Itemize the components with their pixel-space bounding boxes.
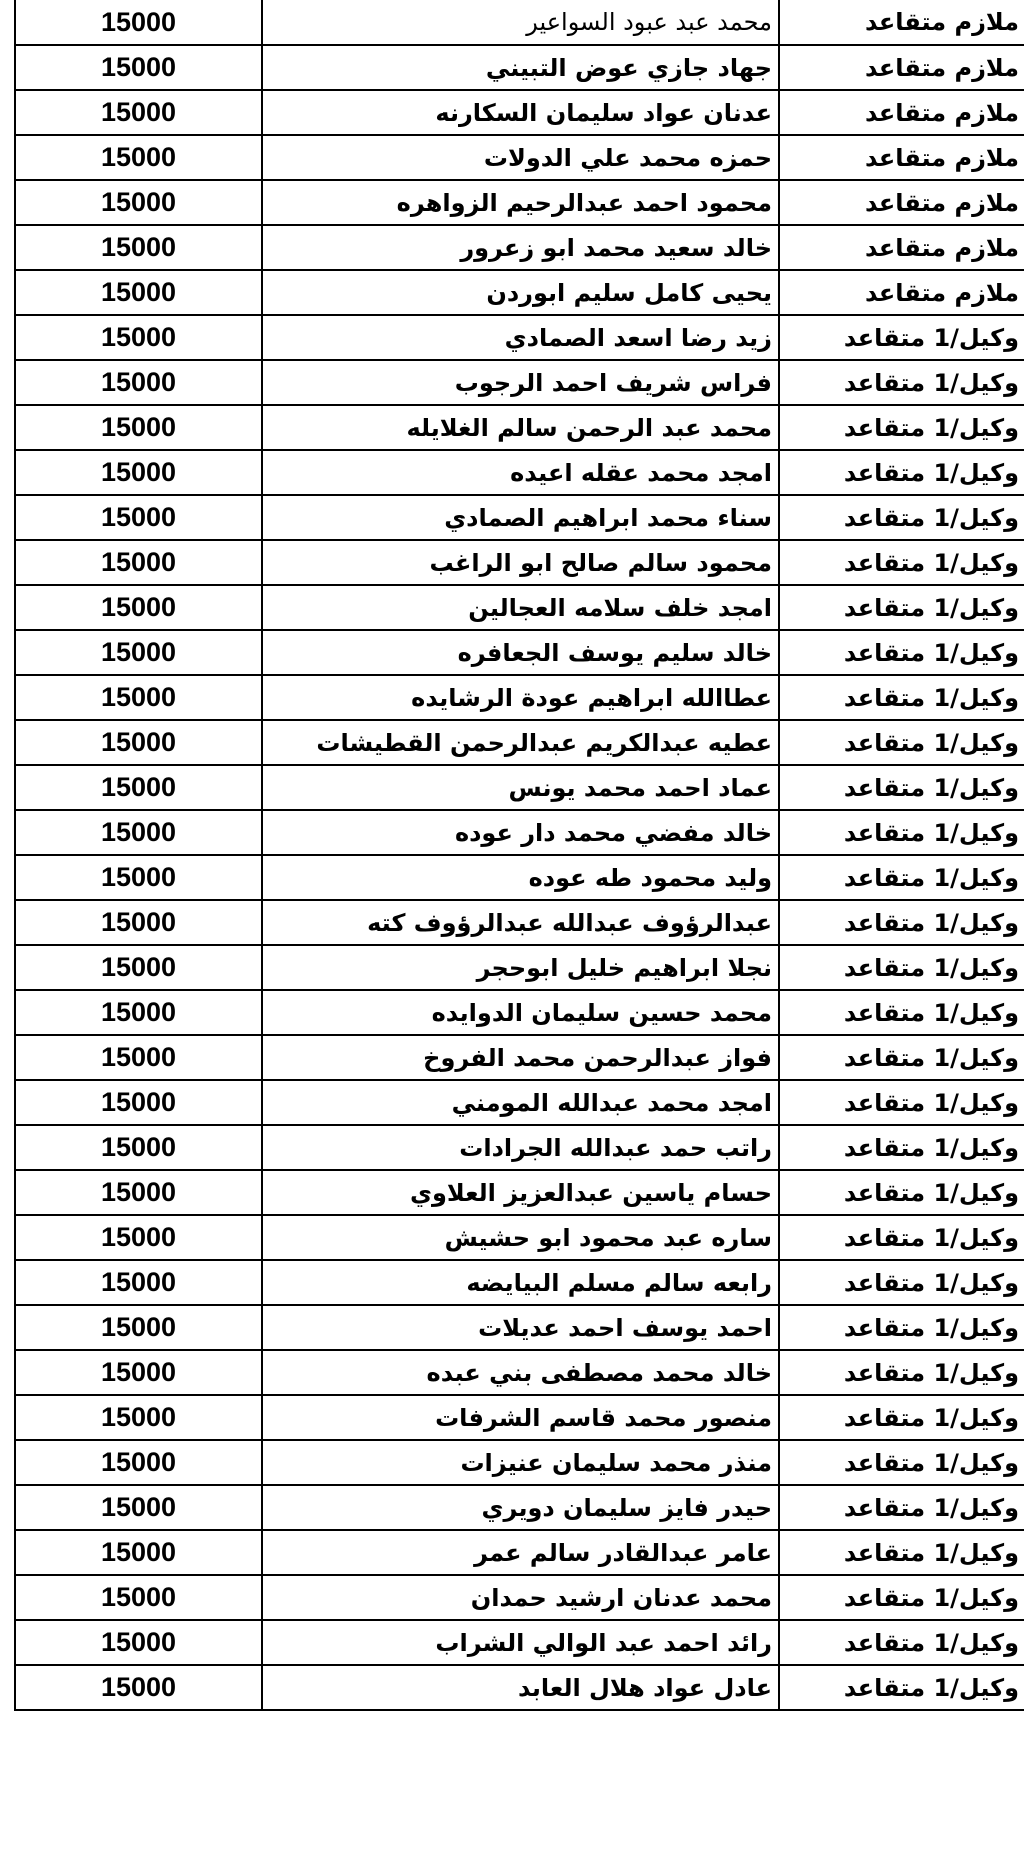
rank-cell: وكيل/1 متقاعد [779,720,1024,765]
rank-cell: وكيل/1 متقاعد [779,855,1024,900]
amount-cell: 15000 [15,495,262,540]
amount-cell: 15000 [15,1440,262,1485]
amount-cell: 15000 [15,90,262,135]
amount-cell: 15000 [15,1080,262,1125]
rank-cell: وكيل/1 متقاعد [779,585,1024,630]
table-row [15,1440,1024,1485]
rank-cell: وكيل/1 متقاعد [779,405,1024,450]
table-row [15,1575,1024,1620]
name-cell: يحيى كامل سليم ابوردن [262,270,779,315]
name-cell: رابعه سالم مسلم البيايضه [262,1260,779,1305]
amount-cell: 15000 [15,315,262,360]
name-cell: رائد احمد عبد الوالي الشراب [262,1620,779,1665]
name-cell: عبدالرؤوف عبدالله عبدالرؤوف كته [262,900,779,945]
rank-cell: وكيل/1 متقاعد [779,900,1024,945]
table-row [15,405,1024,450]
name-cell: امجد محمد عبدالله المومني [262,1080,779,1125]
rank-cell: ملازم متقاعد [779,180,1024,225]
amount-cell: 15000 [15,1305,262,1350]
amount-cell: 15000 [15,225,262,270]
table-row [15,1080,1024,1125]
amount-cell: 15000 [15,1350,262,1395]
rank-cell: وكيل/1 متقاعد [779,495,1024,540]
amount-cell: 15000 [15,135,262,180]
table-row [15,1530,1024,1575]
amount-cell: 15000 [15,1215,262,1260]
table-row [15,1170,1024,1215]
amount-cell: 15000 [15,900,262,945]
amount-cell: 15000 [15,0,262,45]
amount-cell: 15000 [15,1665,262,1710]
name-cell: منذر محمد سليمان عنيزات [262,1440,779,1485]
rank-cell: وكيل/1 متقاعد [779,1575,1024,1620]
name-cell: احمد يوسف احمد عديلات [262,1305,779,1350]
table-row [15,450,1024,495]
amount-cell: 15000 [15,1530,262,1575]
amount-cell: 15000 [15,765,262,810]
amount-cell: 15000 [15,1125,262,1170]
name-cell: محمود سالم صالح ابو الراغب [262,540,779,585]
name-cell: جهاد جازي عوض التبيني [262,45,779,90]
table-row [15,315,1024,360]
name-cell: امجد خلف سلامه العجالين [262,585,779,630]
name-cell: سناء محمد ابراهيم الصمادي [262,495,779,540]
name-cell: وليد محمود طه عوده [262,855,779,900]
name-cell: عادل عواد هلال العابد [262,1665,779,1710]
rank-cell: وكيل/1 متقاعد [779,1485,1024,1530]
amount-cell: 15000 [15,1485,262,1530]
amount-cell: 15000 [15,945,262,990]
name-cell: حمزه محمد علي الدولات [262,135,779,180]
rank-cell: وكيل/1 متقاعد [779,1215,1024,1260]
amount-cell: 15000 [15,990,262,1035]
amount-cell: 15000 [15,675,262,720]
rank-cell: وكيل/1 متقاعد [779,630,1024,675]
table-row [15,630,1024,675]
name-cell: خالد سليم يوسف الجعافره [262,630,779,675]
table-row [15,1485,1024,1530]
table-row [15,540,1024,585]
table-row [15,180,1024,225]
rank-cell: وكيل/1 متقاعد [779,1035,1024,1080]
rank-cell: وكيل/1 متقاعد [779,315,1024,360]
rank-cell: وكيل/1 متقاعد [779,1125,1024,1170]
amount-cell: 15000 [15,1170,262,1215]
rank-cell: وكيل/1 متقاعد [779,810,1024,855]
table-row [15,1260,1024,1305]
table-row [15,1035,1024,1080]
amount-cell: 15000 [15,1575,262,1620]
amount-cell: 15000 [15,630,262,675]
amount-cell: 15000 [15,360,262,405]
table-row [15,720,1024,765]
table-row [15,495,1024,540]
name-cell: حيدر فايز سليمان دويري [262,1485,779,1530]
rank-cell: ملازم متقاعد [779,225,1024,270]
name-cell: محمد عبد الرحمن سالم الغلايله [262,405,779,450]
rank-cell: ملازم متقاعد [779,45,1024,90]
table-row [15,135,1024,180]
name-cell: راتب حمد عبدالله الجرادات [262,1125,779,1170]
amount-cell: 15000 [15,720,262,765]
rank-cell: ملازم متقاعد [779,90,1024,135]
table-row [15,945,1024,990]
name-cell: منصور محمد قاسم الشرفات [262,1395,779,1440]
rank-cell: وكيل/1 متقاعد [779,990,1024,1035]
name-cell: زيد رضا اسعد الصمادي [262,315,779,360]
rank-cell: وكيل/1 متقاعد [779,675,1024,720]
table-row [15,855,1024,900]
name-cell: محمود احمد عبدالرحيم الزواهره [262,180,779,225]
rank-cell: ملازم متقاعد [779,135,1024,180]
amount-cell: 15000 [15,1260,262,1305]
name-cell: خالد مفضي محمد دار عوده [262,810,779,855]
rank-cell: ملازم متقاعد [779,0,1024,45]
rank-cell: وكيل/1 متقاعد [779,1620,1024,1665]
rank-cell: وكيل/1 متقاعد [779,1260,1024,1305]
table-row [15,1665,1024,1710]
table-row [15,45,1024,90]
name-cell: خالد محمد مصطفى بني عبده [262,1350,779,1395]
table-row [15,360,1024,405]
name-cell: عطيه عبدالكريم عبدالرحمن القطيشات [262,720,779,765]
table-row [15,1620,1024,1665]
rank-cell: ملازم متقاعد [779,270,1024,315]
rank-cell: وكيل/1 متقاعد [779,1530,1024,1575]
table-row [15,990,1024,1035]
page-bottom-margin [0,1848,1024,1861]
rank-cell: وكيل/1 متقاعد [779,450,1024,495]
amount-cell: 15000 [15,1035,262,1080]
name-cell: عدنان عواد سليمان السكارنه [262,90,779,135]
table-row [15,90,1024,135]
rank-cell: وكيل/1 متقاعد [779,1665,1024,1710]
table-row [15,585,1024,630]
name-cell: فراس شريف احمد الرجوب [262,360,779,405]
table-row [15,225,1024,270]
table-row [15,1215,1024,1260]
amount-cell: 15000 [15,810,262,855]
table-row [15,1395,1024,1440]
name-cell: محمد حسين سليمان الدوايده [262,990,779,1035]
name-cell: امجد محمد عقله اعيده [262,450,779,495]
name-cell: حسام ياسين عبدالعزيز العلاوي [262,1170,779,1215]
amount-cell: 15000 [15,450,262,495]
rank-cell: وكيل/1 متقاعد [779,540,1024,585]
rank-cell: وكيل/1 متقاعد [779,945,1024,990]
table-row [15,810,1024,855]
name-cell: محمد عبد عبود السواعير [262,0,779,45]
table-row [15,1125,1024,1170]
name-cell: عماد احمد محمد يونس [262,765,779,810]
name-cell: ساره عبد محمود ابو حشيش [262,1215,779,1260]
amount-cell: 15000 [15,585,262,630]
name-cell: عطاالله ابراهيم عودة الرشايده [262,675,779,720]
table-row [15,1305,1024,1350]
rank-cell: وكيل/1 متقاعد [779,1350,1024,1395]
table-row [15,900,1024,945]
rank-cell: وكيل/1 متقاعد [779,765,1024,810]
table-row [15,1350,1024,1395]
rank-cell: وكيل/1 متقاعد [779,1395,1024,1440]
rank-cell: وكيل/1 متقاعد [779,1170,1024,1215]
amount-cell: 15000 [15,45,262,90]
rank-cell: وكيل/1 متقاعد [779,1080,1024,1125]
amount-cell: 15000 [15,180,262,225]
name-cell: عامر عبدالقادر سالم عمر [262,1530,779,1575]
rank-cell: وكيل/1 متقاعد [779,1440,1024,1485]
amount-cell: 15000 [15,1620,262,1665]
table-body [15,0,1024,1710]
amount-cell: 15000 [15,855,262,900]
table-row [15,765,1024,810]
amount-cell: 15000 [15,405,262,450]
table-row [15,675,1024,720]
amount-cell: 15000 [15,270,262,315]
amount-cell: 15000 [15,1395,262,1440]
name-cell: نجلا ابراهيم خليل ابوحجر [262,945,779,990]
rank-cell: وكيل/1 متقاعد [779,1305,1024,1350]
name-cell: محمد عدنان ارشيد حمدان [262,1575,779,1620]
name-cell: فواز عبدالرحمن محمد الفروخ [262,1035,779,1080]
table-row [15,0,1024,45]
name-cell: خالد سعيد محمد ابو زعرور [262,225,779,270]
rank-cell: وكيل/1 متقاعد [779,360,1024,405]
amount-cell: 15000 [15,540,262,585]
table-row [15,270,1024,315]
retirees-table [14,0,1024,1711]
